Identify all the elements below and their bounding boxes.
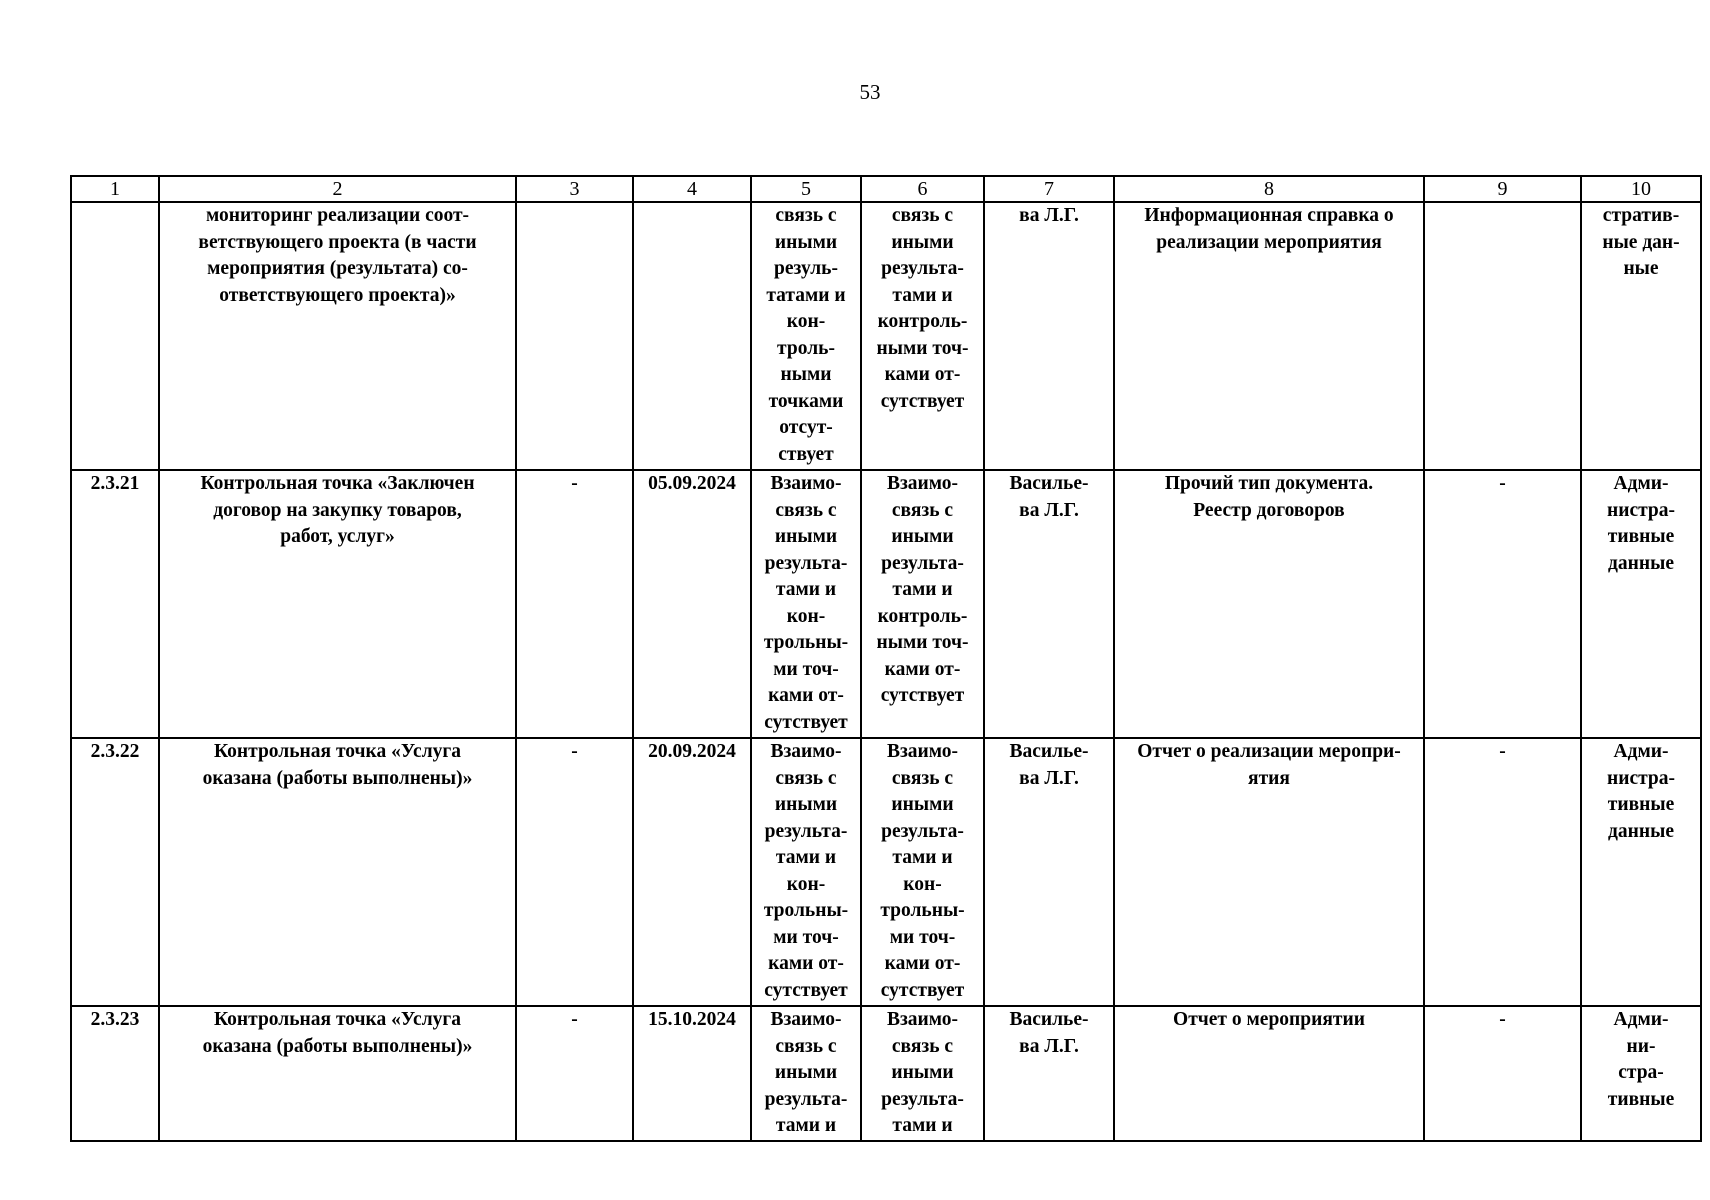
cell-col6	[861, 202, 984, 470]
cell-date	[633, 470, 751, 738]
cell-text: 2.3.22	[90, 741, 140, 762]
table-row	[71, 1006, 1701, 1141]
cell-text: Отчет о мероприятии	[1173, 1009, 1365, 1030]
cell-responsible	[984, 1006, 1114, 1141]
cell-document	[1114, 738, 1424, 1006]
cell-text: стратив- ные дан- ные	[1602, 205, 1680, 279]
cell-text: -	[571, 741, 578, 762]
cell-text: Контрольная точка «Услуга оказана (работы выполнены)»	[202, 741, 473, 789]
cell-col5	[751, 1006, 861, 1141]
cell-text: Контрольная точка «Услуга оказана (работы выполнены)»	[202, 1009, 473, 1057]
cell-responsible	[984, 470, 1114, 738]
data-table	[70, 175, 1702, 1142]
cell-text: Информационная справка о реализации мероприятия	[1144, 205, 1394, 253]
cell-text: -	[571, 1009, 578, 1030]
cell-text: Василье- ва Л.Г.	[1009, 741, 1089, 789]
column-number: 2	[159, 176, 516, 202]
cell-source	[1581, 1006, 1701, 1141]
cell-document	[1114, 470, 1424, 738]
cell-text: Адми- нистра- тивные данные	[1606, 741, 1676, 842]
column-number: 9	[1424, 176, 1581, 202]
cell-text: 2.3.21	[90, 473, 140, 494]
cell-col3	[516, 1006, 633, 1141]
cell-name	[159, 202, 516, 470]
cell-text: -	[1499, 741, 1506, 762]
cell-col5	[751, 470, 861, 738]
cell-name	[159, 738, 516, 1006]
cell-date	[633, 738, 751, 1006]
cell-name	[159, 1006, 516, 1141]
cell-text: ва Л.Г.	[1019, 205, 1079, 226]
cell-col9	[1424, 738, 1581, 1006]
cell-number	[71, 470, 159, 738]
cell-col5	[751, 738, 861, 1006]
cell-document	[1114, 1006, 1424, 1141]
cell-col5	[751, 202, 861, 470]
cell-text: 05.09.2024	[648, 473, 736, 494]
column-number: 4	[633, 176, 751, 202]
cell-col6	[861, 738, 984, 1006]
cell-text: Василье- ва Л.Г.	[1009, 1009, 1089, 1057]
column-number: 7	[984, 176, 1114, 202]
table-row	[71, 738, 1701, 1006]
cell-text: 20.09.2024	[648, 741, 736, 762]
cell-number	[71, 202, 159, 470]
cell-date	[633, 202, 751, 470]
cell-col6	[861, 470, 984, 738]
column-number: 5	[751, 176, 861, 202]
table-row	[71, 202, 1701, 470]
cell-text: связь с иными результа- тами и контроль- ными точ- ками от- сутствует	[876, 205, 969, 412]
cell-text: Василье- ва Л.Г.	[1009, 473, 1089, 521]
page-number: 53	[859, 80, 881, 104]
cell-col3	[516, 738, 633, 1006]
cell-text: Контрольная точка «Заключен договор на закупку товаров, работ, услуг»	[200, 473, 475, 547]
column-number: 8	[1114, 176, 1424, 202]
cell-source	[1581, 202, 1701, 470]
cell-text: Взаимо- связь с иными результа- тами и кон- трольны- ми точ- ками от- сутствует	[880, 741, 965, 1001]
cell-text: -	[1499, 1009, 1506, 1030]
cell-name	[159, 470, 516, 738]
cell-text: Прочий тип документа. Реестр договоров	[1164, 473, 1374, 521]
table-container	[70, 175, 1700, 1142]
cell-number	[71, 738, 159, 1006]
cell-col3	[516, 202, 633, 470]
cell-text: 2.3.23	[90, 1009, 140, 1030]
column-number: 1	[71, 176, 159, 202]
column-number: 3	[516, 176, 633, 202]
cell-number	[71, 1006, 159, 1141]
cell-col6	[861, 1006, 984, 1141]
cell-text: -	[571, 473, 578, 494]
cell-source	[1581, 738, 1701, 1006]
cell-text: Взаимо- связь с иными результа- тами и	[764, 1009, 848, 1136]
column-number-row	[71, 176, 1701, 202]
table-row	[71, 470, 1701, 738]
cell-text: Адми- нистра- тивные данные	[1606, 473, 1676, 574]
cell-text: связь с иными резуль- татами и кон- троль- ными точками отсут- ствует	[766, 205, 846, 465]
cell-text: Отчет о реализации меропри- ятия	[1137, 741, 1401, 789]
cell-text: -	[1499, 473, 1506, 494]
cell-text: Взаимо- связь с иными результа- тами и	[881, 1009, 964, 1136]
cell-col9	[1424, 470, 1581, 738]
cell-responsible	[984, 738, 1114, 1006]
cell-responsible	[984, 202, 1114, 470]
cell-col3	[516, 470, 633, 738]
cell-text: мониторинг реализации соот- ветствующего проекта (в части мероприятия (результата) со- ответствующего проекта)»	[198, 205, 477, 306]
cell-text: Взаимо- связь с иными результа- тами и кон- трольны- ми точ- ками от- сутствует	[763, 741, 849, 1001]
cell-text: 15.10.2024	[648, 1009, 736, 1030]
column-number: 6	[861, 176, 984, 202]
cell-document	[1114, 202, 1424, 470]
cell-text: Адми- ни- стра- тивные	[1607, 1009, 1675, 1110]
cell-text: Взаимо- связь с иными результа- тами и кон- трольны- ми точ- ками от- сутствует	[763, 473, 849, 733]
cell-date	[633, 1006, 751, 1141]
cell-source	[1581, 470, 1701, 738]
cell-text: Взаимо- связь с иными результа- тами и контроль- ными точ- ками от- сутствует	[876, 473, 969, 706]
column-number: 10	[1581, 176, 1701, 202]
cell-col9	[1424, 1006, 1581, 1141]
cell-col9	[1424, 202, 1581, 470]
